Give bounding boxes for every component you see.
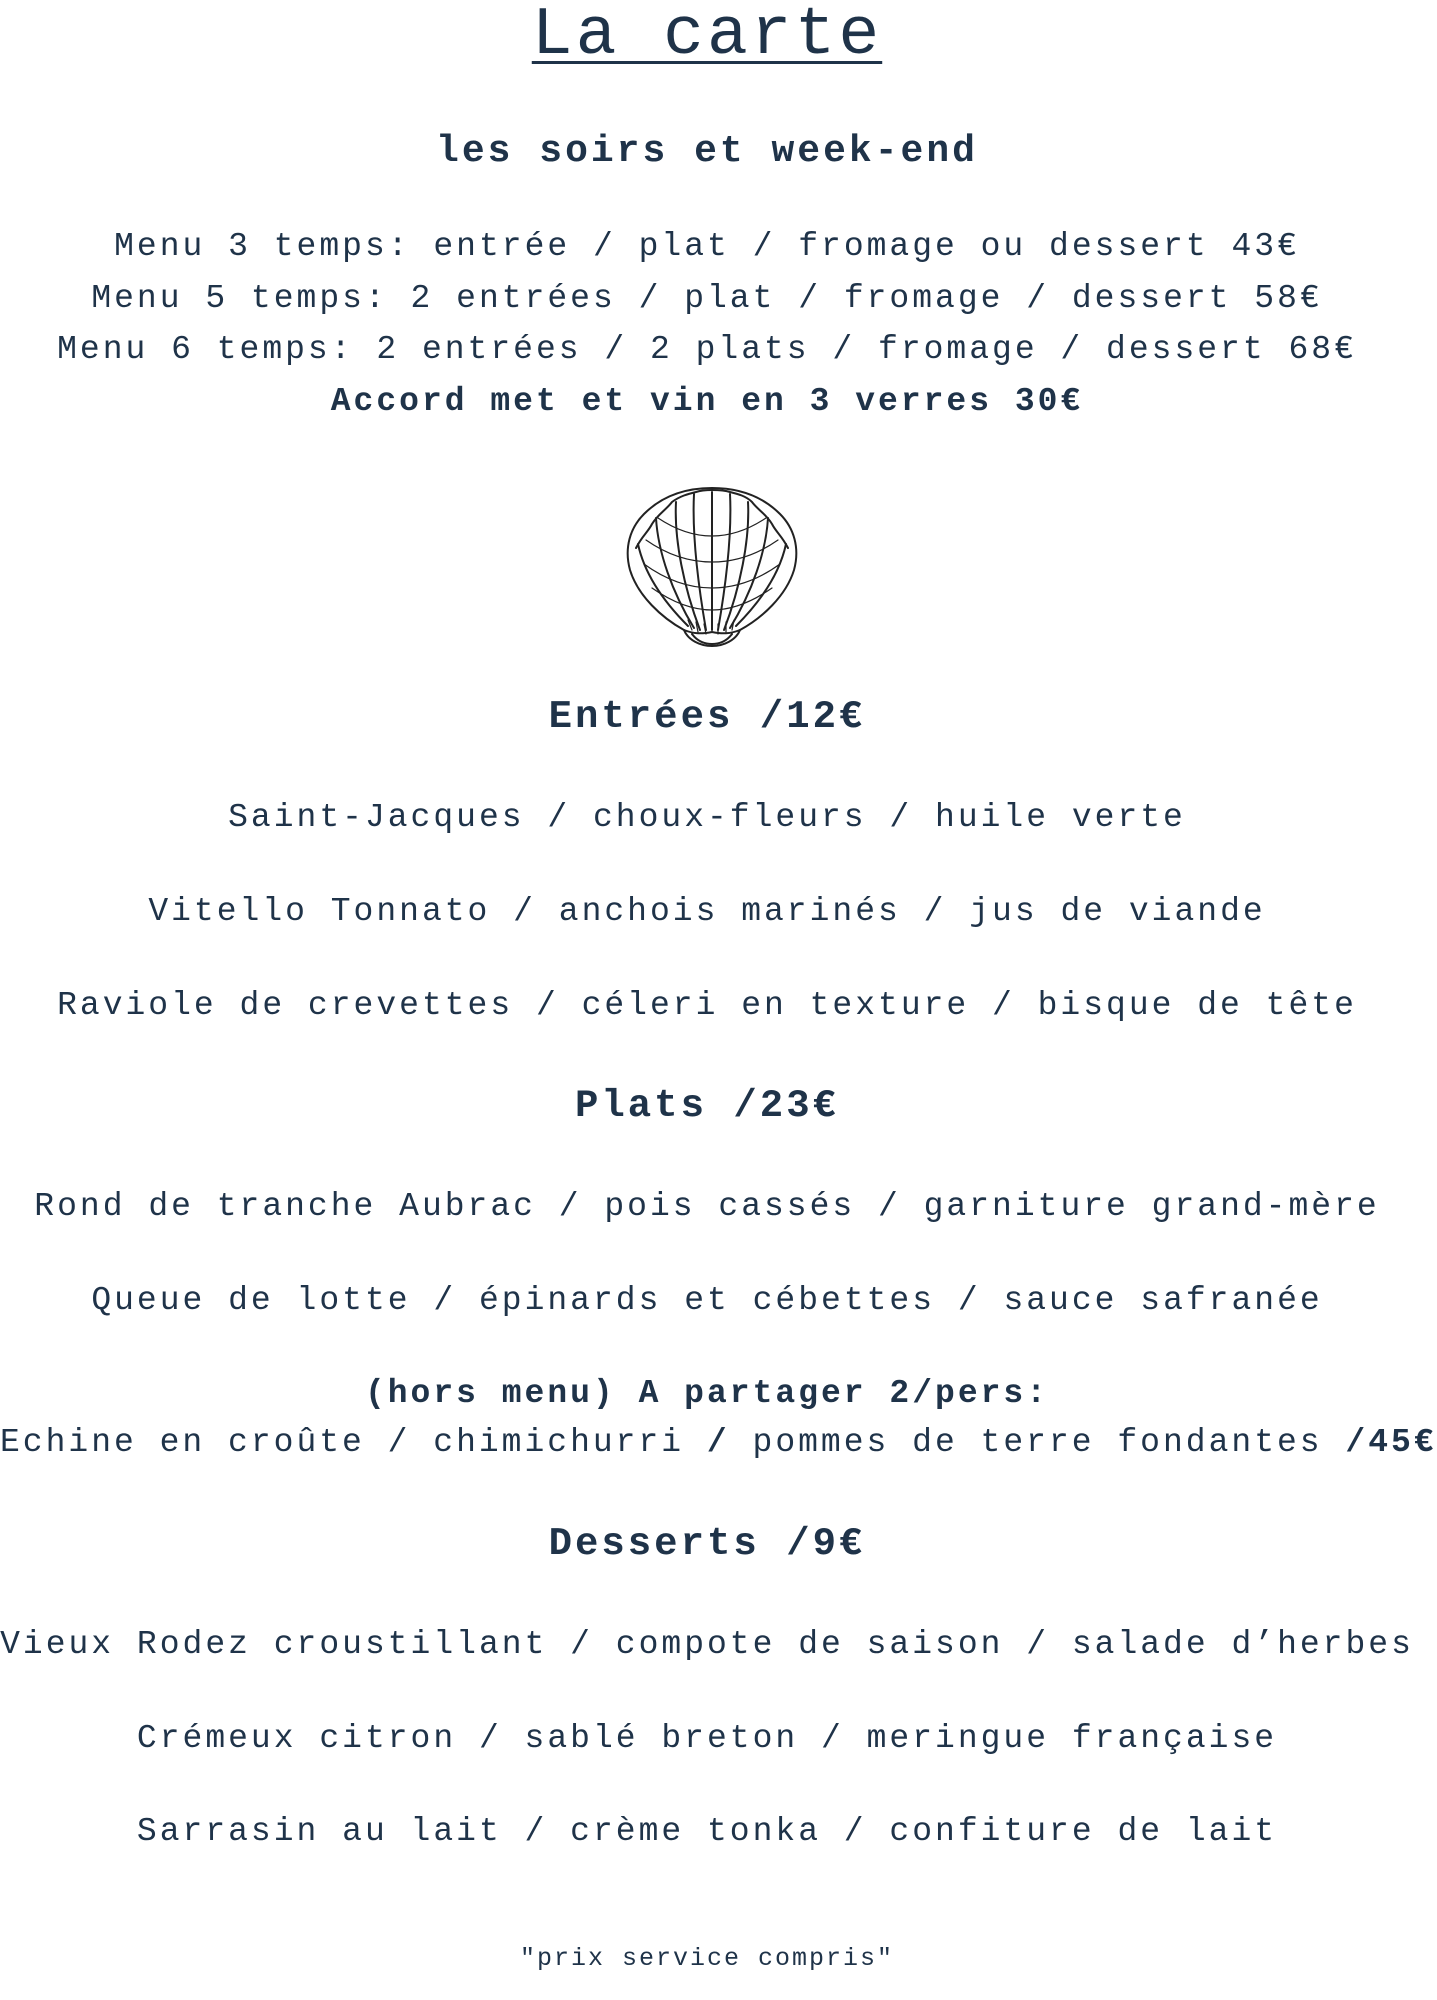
scallop-shell-icon <box>622 484 802 650</box>
sharing-dish-part-2: pommes de terre fondantes <box>729 1424 1346 1461</box>
plats-heading: Plats /23€ <box>574 1084 840 1128</box>
sharing-dish-part-1: Echine en croûte / chimichurri <box>0 1424 707 1461</box>
dessert-item-1: Vieux Rodez croustillant / compote de saison / salade d’herbes <box>0 1626 1414 1663</box>
desserts-heading: Desserts /9€ <box>548 1522 866 1566</box>
plat-item-2: Queue de lotte / épinards et cébettes / sauce safranée <box>91 1282 1323 1319</box>
entree-item-1: Saint-Jacques / choux-fleurs / huile verte <box>228 799 1186 836</box>
entree-item-3: Raviole de crevettes / céleri en texture / bisque de tête <box>57 987 1357 1024</box>
entree-item-2: Vitello Tonnato / anchois marinés / jus de viande <box>148 893 1266 930</box>
wine-pairing: Accord met et vin en 3 verres 30€ <box>330 383 1084 420</box>
menu-6-temps: Menu 6 temps: 2 entrées / 2 plats / fromage / dessert 68€ <box>57 331 1357 368</box>
sharing-dish <box>0 1424 1437 1461</box>
sharing-dish-heading: (hors menu) A partager 2/pers: <box>364 1375 1050 1412</box>
menu-5-temps: Menu 5 temps: 2 entrées / plat / fromage / dessert 58€ <box>91 280 1323 317</box>
dessert-item-3: Sarrasin au lait / crème tonka / confiture de lait <box>136 1813 1278 1850</box>
sharing-dish-price: /45€ <box>1345 1424 1437 1461</box>
menu-3-temps: Menu 3 temps: entrée / plat / fromage ou dessert 43€ <box>114 228 1300 265</box>
dessert-item-2: Crémeux citron / sablé breton / meringue française <box>136 1720 1278 1757</box>
page-title: La carte <box>531 0 883 74</box>
entrees-heading: Entrées /12€ <box>548 695 866 739</box>
footer-note: "prix service compris" <box>519 1944 895 1973</box>
plat-item-1: Rond de tranche Aubrac / pois cassés / garniture grand-mère <box>34 1188 1380 1225</box>
sharing-dish-separator: / <box>706 1424 730 1461</box>
page-subtitle: les soirs et week-end <box>436 130 978 173</box>
